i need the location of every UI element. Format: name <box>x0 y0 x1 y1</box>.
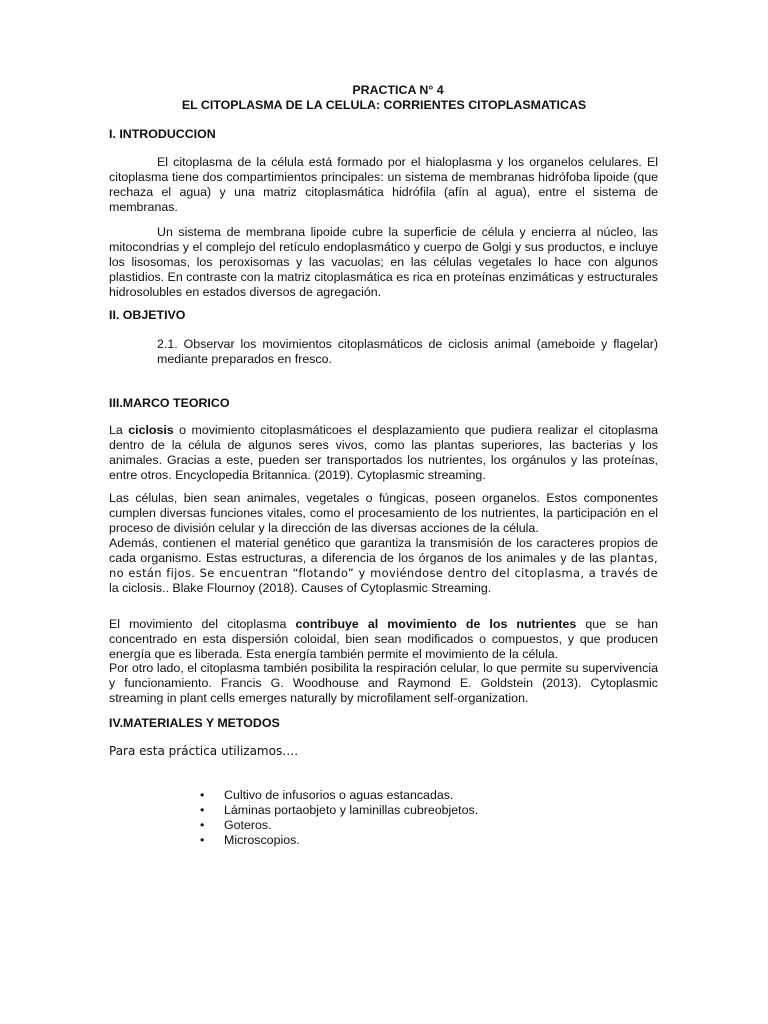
marco-p4-start: El movimiento del citoplasma <box>109 617 296 631</box>
section-heading-objetivo: II. OBJETIVO <box>109 308 186 322</box>
material-label: Láminas portaobjeto y laminillas cubreobjetos. <box>224 803 479 817</box>
intro-paragraph-2: Un sistema de membrana lipoide cubre la superficie de célula y encierra al núcleo, las mitocondrias y el complejo del retículo endoplasmático y cuerpo de Golgi y sus productos, e incluye los lisosomas, los peroxisomas y las vacuolas; en las células vegetales lo hace con algunos plastidios. En contraste con la matriz citoplasmática es rica en proteínas enzimáticas y estructurales hidrosolubles en estados diversos de agregación. <box>109 225 658 299</box>
marco-p1-rest: o movimiento citoplasmáticoes el desplazamiento que pudiera realizar el citoplasma dentro de la célula de algunos seres vivos, como las plantas superiores, las bacterias y los animales. Gracias a este, pueden ser transportados los nutrientes, los orgánulos y las proteínas, entre otros. Encyclopedia Britannica. (2019). Cytoplasmic streaming. <box>109 423 658 482</box>
marco-paragraph-3 <box>109 536 658 596</box>
section-heading-introduccion: I. INTRODUCCION <box>109 127 216 141</box>
list-item <box>200 803 478 818</box>
practice-title: PRACTICA N° 4 <box>352 83 444 97</box>
bullet-icon: • <box>200 818 205 832</box>
list-item <box>200 833 478 848</box>
objetivo-item: 2.1. Observar los movimientos citoplasmáticos de ciclosis animal (ameboide y flagelar) mediante preparados en fresco. <box>157 337 658 366</box>
marco-paragraph-5: Por otro lado, el citoplasma también posibilita la respiración celular, lo que permite su supervivencia y funcionamiento. Francis G. Woodhouse and Raymond E. Goldstein (2013). Cytoplasmic streaming in plant cells emerges naturally by microfilament self-organization. <box>109 661 658 705</box>
list-item <box>200 818 478 833</box>
bullet-icon: • <box>200 803 205 817</box>
section-heading-materiales: IV.MATERIALES Y METODOS <box>109 716 280 730</box>
marco-paragraph-1 <box>109 423 658 483</box>
bullet-icon: • <box>200 788 205 802</box>
marco-paragraph-4 <box>109 617 658 662</box>
bullet-icon: • <box>200 833 205 847</box>
material-label: Microscopios. <box>224 833 300 847</box>
section-heading-marco-teorico: III.MARCO TEORICO <box>109 396 230 410</box>
list-item <box>200 788 478 803</box>
marco-p3-condensed: plantas, no están fijos. Se encuentran “flotando” y moviéndose dentro del citoplasma, a través de <box>109 551 658 580</box>
materials-list <box>200 788 478 848</box>
practice-subtitle: EL CITOPLASMA DE LA CELULA: CORRIENTES CITOPLASMATICAS <box>181 98 587 112</box>
marco-p3-start: Además, contienen el material genético que garantiza la transmisión de los caracteres propios de cada organismo. Estas estructuras, a diferencia de los órganos de los animales y de las <box>109 536 658 565</box>
ciclosis-term: ciclosis <box>128 423 174 437</box>
nutrientes-emphasis: contribuye al movimiento de los nutrientes <box>295 617 577 631</box>
marco-paragraph-2: Las células, bien sean animales, vegetales o fúngicas, poseen organelos. Estos componentes cumplen diversas funciones vitales, como el procesamiento de los nutrientes, la participación en el proceso de división celular y la dirección de las diversas acciones de la célula. <box>109 491 658 535</box>
material-label: Cultivo de infusorios o aguas estancadas. <box>224 788 454 802</box>
marco-p1-start: La <box>109 423 129 437</box>
material-label: Goteros. <box>224 818 272 832</box>
marco-p4-rest: que se han concentrado en esta dispersión coloidal, bien sean modificados o compuestos, y que producen energía que es liberada. Esta energía también permite el movimiento de la célula. <box>109 617 658 661</box>
intro-paragraph-1: El citoplasma de la célula está formado por el hialoplasma y los organelos celulares. El citoplasma tiene dos compartimientos principales: un sistema de membranas hidrófoba lipoide (que rechaza el agua) y una matriz citoplasmática hidrófila (afín al agua), entre el sistema de membranas. <box>109 155 658 214</box>
materiales-intro: Para esta práctica utilizamos…. <box>109 744 299 758</box>
marco-p3-rest: la ciclosis.. Blake Flournoy (2018). Causes of Cytoplasmic Streaming. <box>109 581 492 595</box>
